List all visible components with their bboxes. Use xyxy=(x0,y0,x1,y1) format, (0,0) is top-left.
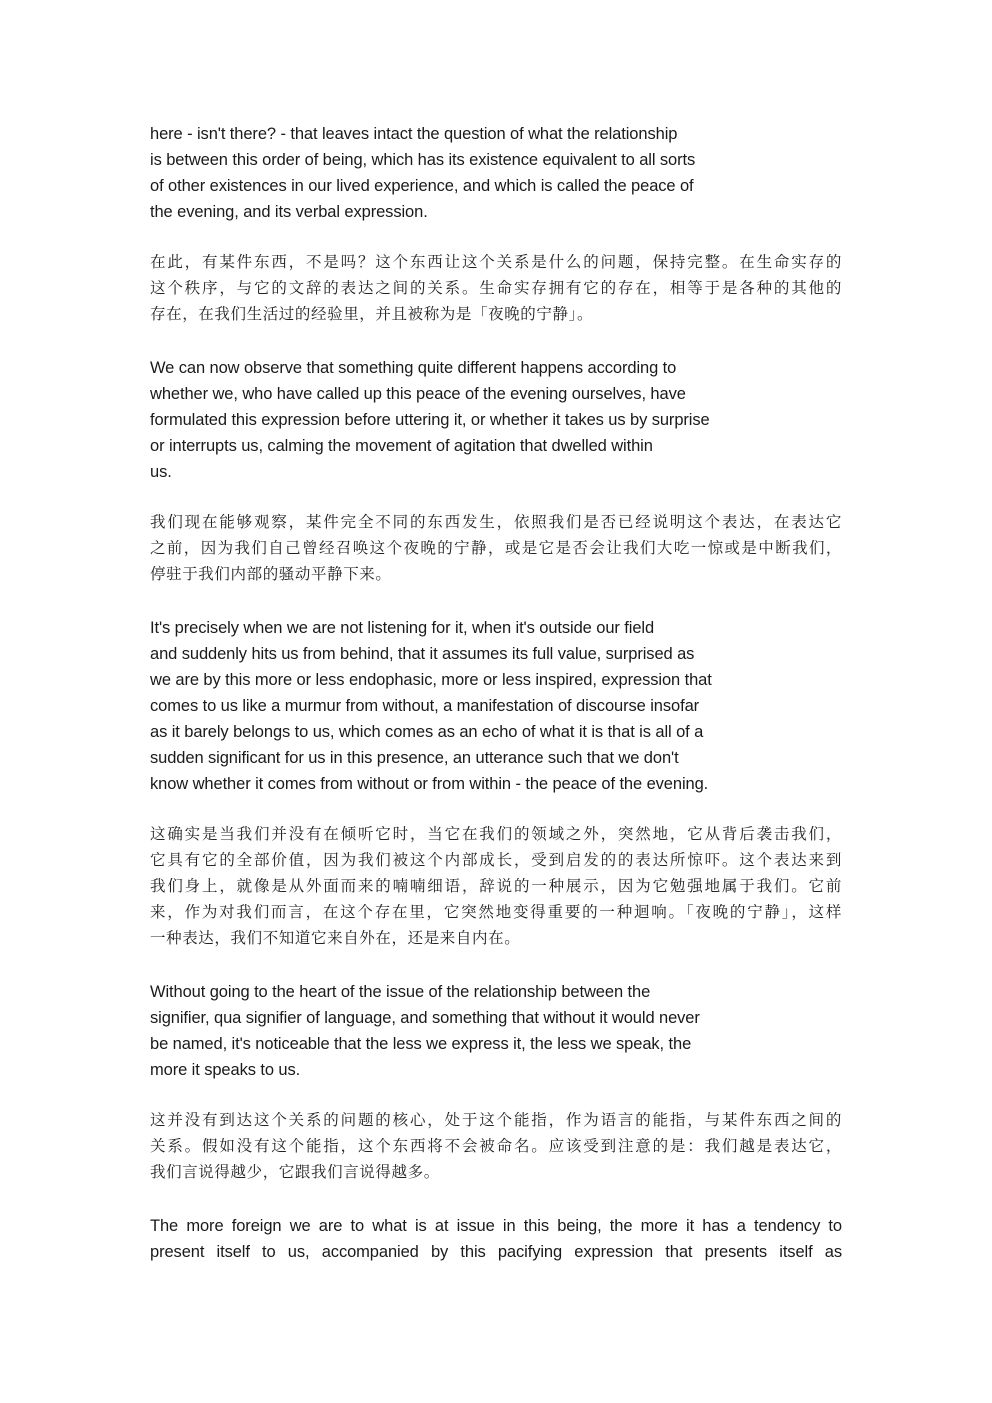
paragraph-zh-1 xyxy=(150,249,842,327)
text-line: 这确实是当我们并没有在倾听它时，当它在我们的领域之外，突然地，它从背后袭击我们， xyxy=(150,825,842,843)
text-line: 存在，在我们生活过的经验里，并且被称为是「夜晚的宁静」。 xyxy=(150,305,594,323)
paragraph-en-3 xyxy=(150,615,842,797)
text-line: of other existences in our lived experience, and which is called the peace of xyxy=(150,177,694,195)
paragraph-en-5 xyxy=(150,1213,842,1265)
text-line: here - isn't there? - that leaves intact the question of what the relationship xyxy=(150,125,678,143)
paragraph-en-4 xyxy=(150,979,842,1083)
text-line: 我们言说得越少，它跟我们言说得越多。 xyxy=(150,1163,440,1181)
text-line: formulated this expression before uttering it, or whether it takes us by surprise xyxy=(150,411,710,429)
text-line: present itself to us, accompanied by this pacifying expression that presents itself as xyxy=(150,1243,842,1261)
text-line: more it speaks to us. xyxy=(150,1061,301,1079)
paragraph-en-2 xyxy=(150,355,842,485)
text-line: Without going to the heart of the issue of the relationship between the xyxy=(150,983,651,1001)
text-line: know whether it comes from without or from within - the peace of the evening. xyxy=(150,775,709,793)
text-line: We can now observe that something quite different happens according to xyxy=(150,359,677,377)
text-line: us. xyxy=(150,463,172,481)
paragraph-zh-2 xyxy=(150,509,842,587)
text-line: is between this order of being, which has its existence equivalent to all sorts xyxy=(150,151,696,169)
text-line: 这个秩序，与它的文辞的表达之间的关系。生命实存拥有它的存在，相等于是各种的其他的 xyxy=(150,279,842,297)
text-line: the evening, and its verbal expression. xyxy=(150,203,428,221)
text-line: 关系。假如没有这个能指，这个东西将不会被命名。应该受到注意的是：我们越是表达它， xyxy=(150,1137,842,1155)
text-line: It's precisely when we are not listening for it, when it's outside our field xyxy=(150,619,655,637)
text-line: 我们身上，就像是从外面而来的喃喃细语，辞说的一种展示，因为它勉强地属于我们。它前 xyxy=(150,877,842,895)
text-line: comes to us like a murmur from without, a manifestation of discourse insofar xyxy=(150,697,700,715)
text-line: The more foreign we are to what is at issue in this being, the more it has a tendency to xyxy=(150,1217,842,1235)
text-line: be named, it's noticeable that the less we express it, the less we speak, the xyxy=(150,1035,692,1053)
text-line: 停驻于我们内部的骚动平静下来。 xyxy=(150,565,392,583)
text-line: and suddenly hits us from behind, that it assumes its full value, surprised as xyxy=(150,645,695,663)
text-line: whether we, who have called up this peace of the evening ourselves, have xyxy=(150,385,686,403)
text-line: 之前，因为我们自己曾经召唤这个夜晚的宁静，或是它是否会让我们大吃一惊或是中断我们， xyxy=(150,539,842,557)
paragraph-zh-3 xyxy=(150,821,842,951)
text-line: 一种表达，我们不知道它来自外在，还是来自内在。 xyxy=(150,929,521,947)
paragraph-en-1 xyxy=(150,121,842,225)
document-page xyxy=(150,121,842,1265)
text-line: as it barely belongs to us, which comes as an echo of what it is that is all of a xyxy=(150,723,704,741)
text-line: or interrupts us, calming the movement of agitation that dwelled within xyxy=(150,437,653,455)
text-line: sudden significant for us in this presence, an utterance such that we don't xyxy=(150,749,679,767)
text-line: we are by this more or less endophasic, more or less inspired, expression that xyxy=(150,671,712,689)
text-line: 这并没有到达这个关系的问题的核心，处于这个能指，作为语言的能指，与某件东西之间的 xyxy=(150,1111,842,1129)
paragraph-zh-4 xyxy=(150,1107,842,1185)
text-line: signifier, qua signifier of language, and something that without it would never xyxy=(150,1009,700,1027)
text-line: 它具有它的全部价值，因为我们被这个内部成长，受到启发的的表达所惊吓。这个表达来到 xyxy=(150,851,842,869)
text-line: 来，作为对我们而言，在这个存在里，它突然地变得重要的一种迴响。「夜晚的宁静」，这样 xyxy=(150,903,842,921)
text-line: 我们现在能够观察，某件完全不同的东西发生，依照我们是否已经说明这个表达，在表达它 xyxy=(150,513,842,531)
text-line: 在此，有某件东西，不是吗？这个东西让这个关系是什么的问题，保持完整。在生命实存的 xyxy=(150,253,842,271)
